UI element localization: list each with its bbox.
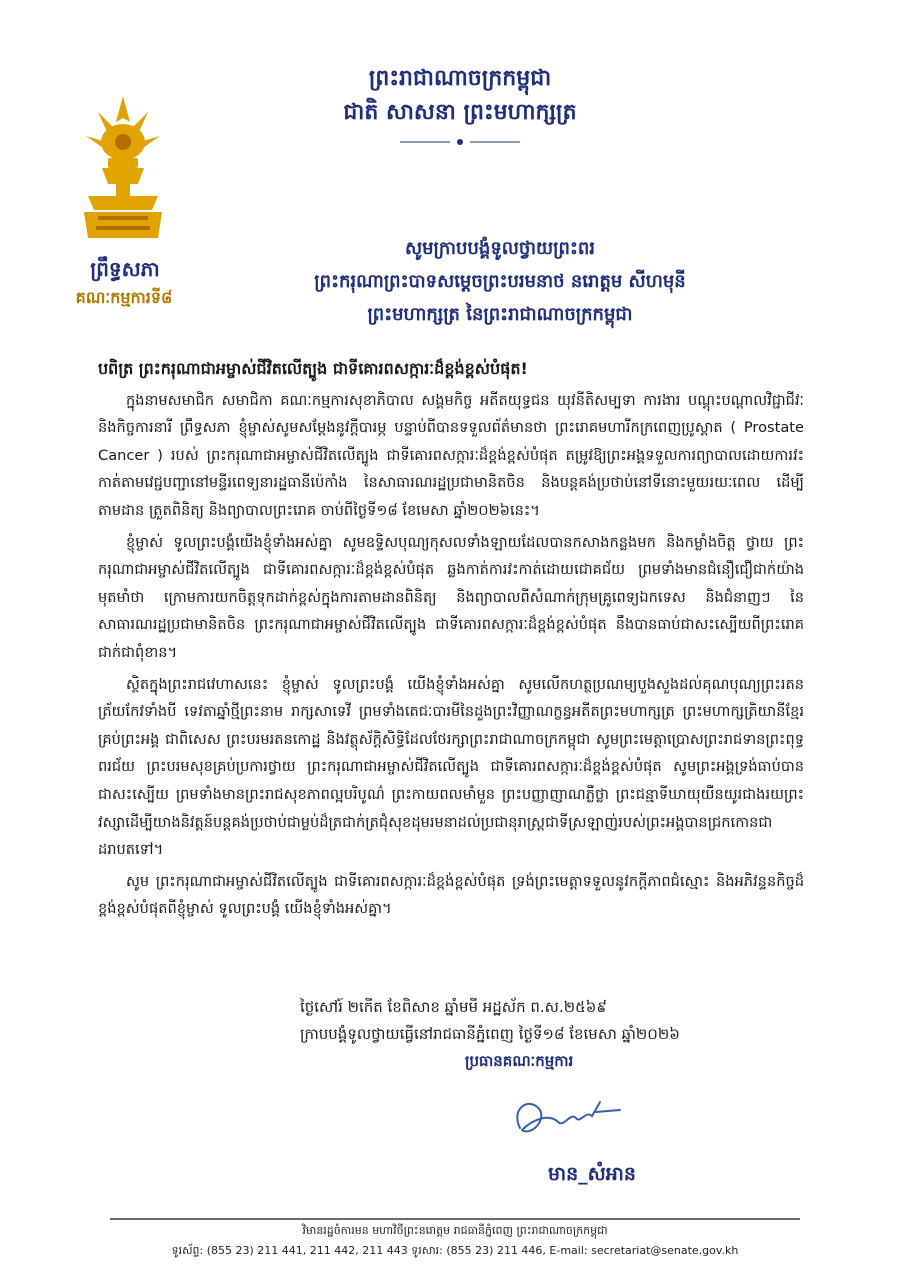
kingdom-header [330, 62, 590, 148]
kingdom-title: ព្រះរាជាណាចក្រកម្ពុជា [368, 66, 552, 91]
paragraph-3: ស្ថិតក្នុងព្រះរាជវេហាសនេះ ខ្ញុំម្ចាស់ ទូលព្រះបង្គំ យើងខ្ញុំទាំងអស់គ្នា សូមលើកហត្ថប្រណម្យបួងសួងដល់គុណបុណ្យព្រះរតនត្រ័យកែវទាំងបី ទេវតាឆ្នាំថ្មីព្រះនាម រាក្សសាទេវី ព្រមទាំងតេជៈបារមីនៃដួងព្រះវិញ្ញាណក្ខន្ធអតីតព្រះមហាក្សត្រ ព្រះមហាក្សត្រិយានីខ្មែរគ្រប់ព្រះអង្គ ជាពិសេស ព្រះបរមរតនកោដ្ឋ និងវត្ថុស័ក្តិសិទ្ធិដែលថែរក្សាព្រះរាជាណាចក្រកម្ពុជា សូមព្រះមេត្តាប្រោសព្រះរាជទានព្រះពុទ្ធពរជ័យ ព្រះបរមសុខគ្រប់ប្រការថ្វាយ ព្រះករុណាជាអម្ចាស់ជីវិតលើត្បូង ជាទីគោរពសក្ការៈដ៏ខ្ពង់ខ្ពស់បំផុត សូមព្រះអង្គទ្រង់ធាប់បានជាសះស្បើយ ព្រមទាំងមានព្រះរាជសុខភាពល្អបរិបូណ៌ ព្រះកាយពលមាំមួន ព្រះបញ្ញាញាណភ្លឺថ្លា ព្រះជន្មាទីឃាយុយឺនយូរជាងរយព្រះវស្សាដើម្បីយាងនិវត្តន៍បន្តគង់ប្រថាប់ជាម្លប់ដ៏ត្រជាក់ត្រជុំសុខដុមរមនាដល់ប្រជានុរាស្ត្រជាទីស្រឡាញ់របស់ព្រះអង្គបានជ្រកកោនជាដរាបតទៅ។ [98, 675, 804, 859]
salutation-line-2: ព្រះករុណាព្រះបាទសម្តេចព្រះបរមនាថ នរោត្តម សីហមុនី [314, 271, 686, 292]
salutation-block [220, 232, 780, 331]
paragraph-1: ក្នុងនាមសមាជិក សមាជិកា គណៈកម្មការសុខាភិបាល សង្គមកិច្ច អតីតយុទ្ធជន យុវនីតិសម្បទា ការងារ បណ្តុះបណ្តាលវិជ្ជាជីវៈ និងកិច្ចការនារី ព្រឹទ្ធសភា ខ្ញុំម្ចាស់សូមសម្តែងនូវក្តីបារម្ភ បន្ទាប់ពីបានទទួលព័ត៌មានថា ព្រះរោគមហារីកក្រពេញប្រូស្តាត ( Prostate Cancer ) របស់ ព្រះករុណាជាអម្ចាស់ជីវិតលើត្បូង ជាទីគោរពសក្ការៈដ៏ខ្ពង់ខ្ពស់បំផុត តម្រូវឱ្យព្រះអង្គទទួលការព្យាបាលដោយការវះកាត់តាមវេជ្ជបញ្ជានៅមន្ទីរពេទ្យនារដ្ឋធានីប៉េកាំង នៃសាធារណរដ្ឋប្រជាមានិតចិន និងបន្តគង់ប្រថាប់នៅទីនោះមួយរយៈពេល ដើម្បីតាមដាន ត្រួតពិនិត្យ និងព្យាបាលព្រះរោគ ចាប់ពីថ្ងៃទី១៨ ខែមេសា ឆ្នាំ២០២៦នេះ។ [98, 391, 804, 519]
signer-title: ប្រធានគណៈកម្មការ [465, 1052, 574, 1070]
footer-contact: ទូរស័ព្ទ: (855 23) 211 441, 211 442, 211 443 ទូរសារ: (855 23) 211 446, E-mail: secretariat@senate.gov.kh [171, 1244, 739, 1257]
place-date: ក្រាបបង្គំទូលថ្វាយធ្វើនៅរាជធានីភ្នំពេញ ថ្ងៃទី១៨ ខែមេសា ឆ្នាំ២០២៦ [300, 1025, 680, 1043]
national-motto: ជាតិ សាសនា ព្រះមហាក្សត្រ [343, 100, 577, 125]
closing-block [300, 994, 770, 1075]
commission-name: គណៈកម្មការទី៨ [75, 288, 173, 307]
opening-address: បពិត្រ ព្រះករុណាជាអម្ចាស់ជីវិតលើត្បូង ជាទីគោរពសក្ការៈដ៏ខ្ពង់ខ្ពស់បំផុត! [98, 359, 528, 378]
salutation-line-3: ព្រះមហាក្សត្រ នៃព្រះរាជាណាចក្រកម្ពុជា [367, 304, 633, 325]
senate-name: ព្រឹទ្ធសភា [90, 257, 160, 281]
senate-emblem-icon [78, 92, 168, 242]
signer-name: មាន_សំអាន [548, 1163, 636, 1185]
footer-address: វិមានរដ្ឋចំការមន មហាវិថីព្រះនរោត្តម រាជធានីភ្នំពេញ ព្រះរាជាណាចក្រកម្ពុជា [302, 1224, 608, 1237]
paragraph-2: ខ្ញុំម្ចាស់ ទូលព្រះបង្គំយើងខ្ញុំទាំងអស់គ្នា សូមឧទ្ទិសបុណ្យកុសលទាំងឡាយដែលបានកសាងកន្លងមក និងកម្លាំងចិត្ត ថ្វាយ ព្រះករុណាជាអម្ចាស់ជីវិតលើត្បូង ជាទីគោរពសក្ការៈដ៏ខ្ពង់ខ្ពស់បំផុត ឆ្លងកាត់ការវះកាត់ដោយជោគជ័យ ព្រមទាំងមានជំនឿជឿជាក់យ៉ាងមុតមាំថា ក្រោមការយកចិត្តទុកដាក់ខ្ពស់ក្នុងការតាមដានពិនិត្យ និងព្យាបាលពីសំណាក់ក្រុមគ្រូពេទ្យឯកទេស និងជំនាញៗ នៃសាធារណរដ្ឋប្រជាមានិតចិន ព្រះករុណាជាអម្ចាស់ជីវិតលើត្បូង ជាទីគោរពសក្ការៈដ៏ខ្ពង់ខ្ពស់បំផុត នឹងបានធាប់ជាសះស្បើយពីព្រះរោគជាក់ជាពុំខាន។ [98, 533, 804, 661]
salutation-line-1: សូមក្រាបបង្គំទូលថ្វាយព្រះពរ [404, 238, 596, 259]
lunar-date: ថ្ងៃសៅរ៍ ២កើត ខែពិសាខ ឆ្នាំមមី អដ្ឋស័ក ព.ស.២៥៦៩ [300, 998, 607, 1016]
handwritten-signature-icon [500, 1088, 640, 1148]
ornament-divider [400, 136, 520, 148]
letter-body [98, 355, 804, 927]
footer-divider [110, 1218, 800, 1220]
paragraph-4: សូម ព្រះករុណាជាអម្ចាស់ជីវិតលើត្បូង ជាទីគោរពសក្ការៈដ៏ខ្ពង់ខ្ពស់បំផុត ទ្រង់ព្រះមេត្តាទទួលនូវកក្តីភាពជំស្មោះ និងអភិវន្ទនកិច្ចដ៏ខ្ពង់ខ្ពស់បំផុតពីខ្ញុំម្ចាស់ ទូលព្រះបង្គំ យើងខ្ញុំទាំងអស់គ្នា។ [98, 872, 804, 918]
